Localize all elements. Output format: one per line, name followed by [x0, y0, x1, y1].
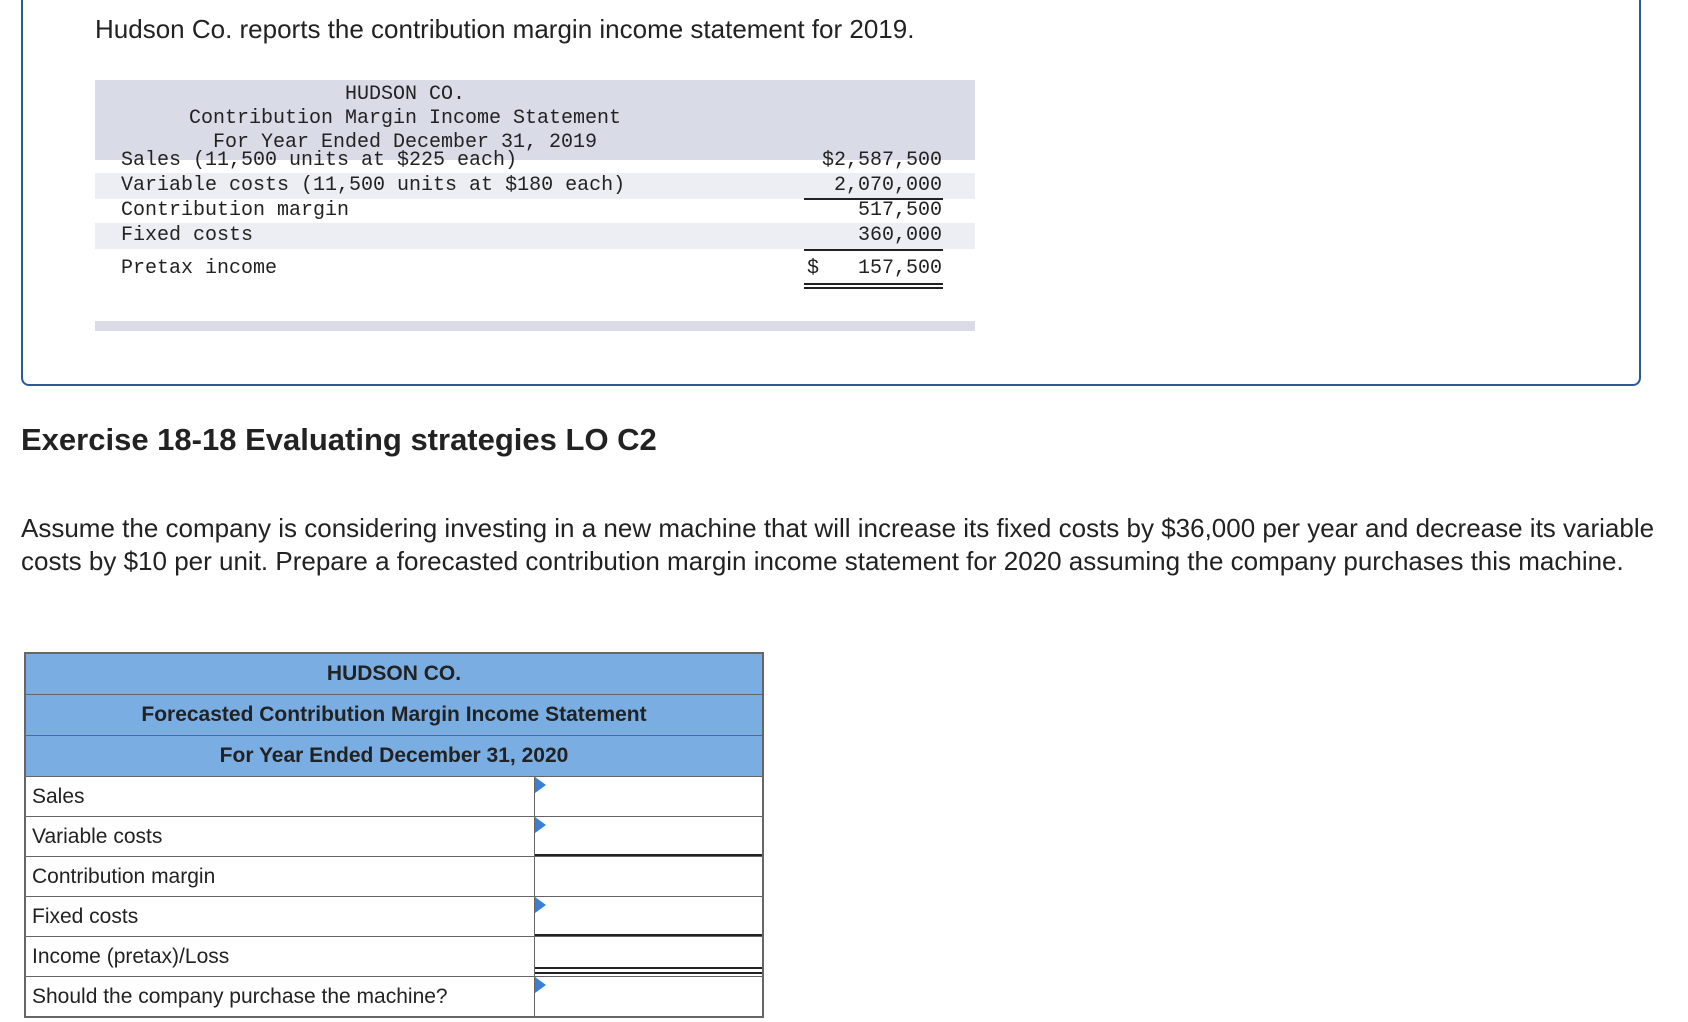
contribution-margin-input[interactable] [535, 857, 762, 896]
dropdown-marker-icon [535, 977, 546, 993]
variable-costs-input[interactable] [535, 817, 762, 856]
dropdown-marker-icon [535, 777, 546, 793]
statement-label: Pretax income [121, 257, 278, 280]
forecast-table [24, 652, 764, 1018]
statement-label: Variable costs (11,500 units at $180 each) [121, 174, 626, 197]
income-input[interactable] [535, 937, 762, 976]
double-underline-bottom [804, 287, 943, 289]
statement-title: Contribution Margin Income Statement [188, 107, 622, 130]
row-label: Income (pretax)/Loss [26, 937, 535, 976]
statement-amount: $2,587,500 [821, 149, 942, 172]
row-label: Variable costs [26, 817, 535, 856]
forecast-period: For Year Ended December 31, 2020 [26, 736, 762, 777]
statement-footer-bar [95, 321, 975, 331]
underline [804, 249, 943, 251]
statement-row-variable-costs [95, 173, 975, 199]
dropdown-marker-icon [535, 897, 546, 913]
dropdown-marker-icon [535, 817, 546, 833]
exercise-title: Exercise 18-18 Evaluating strategies LO C2 [21, 422, 657, 457]
forecast-title: Forecasted Contribution Margin Income Statement [26, 695, 762, 736]
forecast-row-contribution-margin [26, 857, 762, 897]
row-label: Contribution margin [26, 857, 535, 896]
statement-amount: 157,500 [857, 257, 942, 280]
statement-row-pretax-income [95, 256, 975, 282]
row-label: Fixed costs [26, 897, 535, 936]
fixed-costs-input[interactable] [535, 897, 762, 936]
statement-period: For Year Ended December 31, 2019 [212, 131, 598, 154]
statement-amount: 517,500 [857, 199, 942, 222]
row-label: Should the company purchase the machine? [26, 977, 535, 1016]
row-label: Sales [26, 777, 535, 816]
statement-label: Fixed costs [121, 224, 254, 247]
double-underline-top [804, 283, 943, 285]
forecast-row-fixed-costs [26, 897, 762, 937]
statement-label: Sales (11,500 units at $225 each) [121, 149, 518, 172]
intro-text: Hudson Co. reports the contribution margin income statement for 2019. [95, 14, 915, 44]
forecast-row-variable-costs [26, 817, 762, 857]
purchase-decision-select[interactable] [535, 977, 762, 1016]
statement-company: HUDSON CO. [344, 83, 466, 106]
statement-row-sales [95, 148, 975, 174]
statement-row-fixed-costs [95, 223, 975, 249]
forecast-row-income [26, 937, 762, 977]
forecast-row-sales [26, 777, 762, 817]
statement-row-contribution-margin [95, 198, 975, 224]
question-text: Assume the company is considering investing in a new machine that will increase its fixed costs by $36,000 per year and decrease its variable costs by $10 per unit. Prepare a forecasted contribution margin income statement for 2020 assuming the company purchases this machine. [21, 513, 1655, 576]
forecast-row-decision [26, 977, 762, 1016]
statement-2019 [95, 80, 975, 331]
statement-amount: 2,070,000 [833, 174, 942, 197]
statement-amount: 360,000 [857, 224, 942, 247]
forecast-company: HUDSON CO. [26, 654, 762, 695]
statement-label: Contribution margin [121, 199, 350, 222]
sales-input[interactable] [535, 777, 762, 816]
dollar-sign: $ [807, 257, 820, 280]
